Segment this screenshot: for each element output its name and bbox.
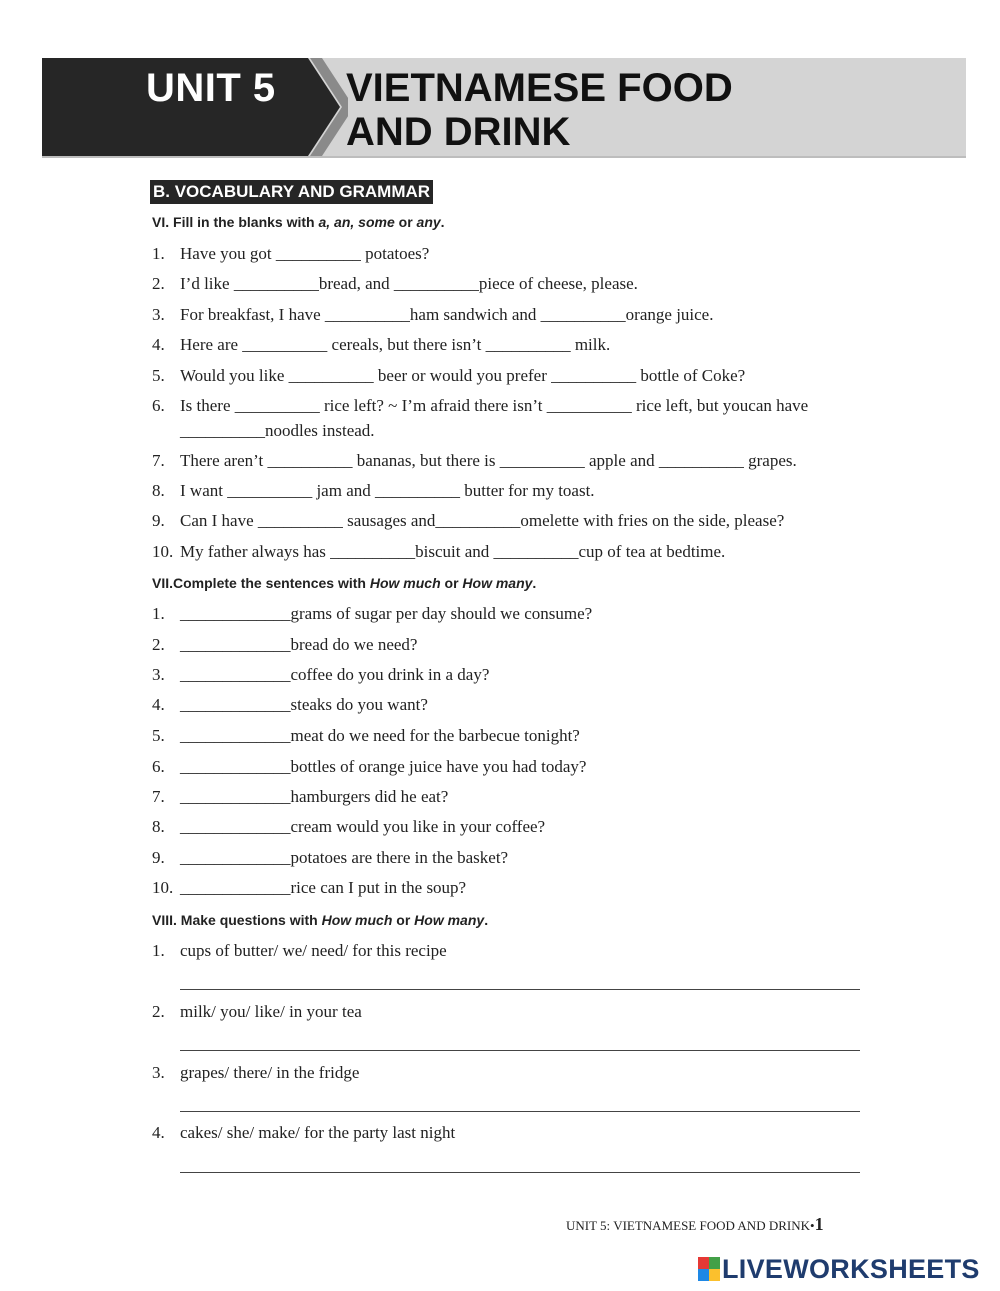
logo-square-red: [698, 1257, 709, 1269]
unit-title: [346, 66, 733, 154]
exercise-8-period: .: [484, 912, 489, 928]
item-number: 8.: [152, 481, 165, 500]
item-number: 2.: [152, 274, 165, 293]
item-number: 7.: [152, 787, 165, 806]
item-number: 1.: [152, 941, 165, 960]
ex6-item[interactable]: [152, 305, 713, 325]
item-number: 1.: [152, 244, 165, 263]
ex7-item[interactable]: [152, 726, 580, 746]
item-text: _____________coffee do you drink in a day?: [180, 665, 490, 684]
item-number: 7.: [152, 451, 165, 470]
exercise-7-instruction: Complete the sentences with: [173, 575, 370, 591]
exercise-6-instruction: Fill in the blanks with: [173, 214, 319, 230]
ex7-item[interactable]: [152, 635, 417, 655]
item-number: 9.: [152, 511, 165, 530]
item-text: Have you got __________ potatoes?: [180, 244, 430, 263]
item-number: 8.: [152, 817, 165, 836]
footer-bullet: •: [810, 1218, 815, 1233]
exercise-7-heading: [152, 575, 536, 591]
exercise-8-number: VIII.: [152, 912, 177, 928]
item-number: 9.: [152, 848, 165, 867]
ex7-item[interactable]: [152, 848, 508, 868]
exercise-6-emph: a, an, some: [318, 214, 395, 230]
item-number: 6.: [152, 757, 165, 776]
ex6-item[interactable]: [152, 396, 808, 416]
unit-label: UNIT 5: [146, 66, 276, 110]
exercise-7-emph: How much: [369, 575, 441, 591]
ex6-item[interactable]: [152, 335, 610, 355]
item-text: _____________rice can I put in the soup?: [180, 878, 467, 897]
answer-line[interactable]: [180, 989, 860, 990]
item-text: cups of butter/ we/ need/ for this recipe: [180, 941, 447, 960]
ex6-item[interactable]: [152, 366, 745, 386]
item-text-continued: __________noodles instead.: [180, 421, 375, 440]
item-number: 4.: [152, 335, 165, 354]
exercise-6-heading: [152, 214, 445, 230]
ex7-item[interactable]: [152, 665, 489, 685]
ex6-item[interactable]: [152, 274, 638, 294]
exercise-7-or: or: [440, 575, 463, 591]
exercise-7-emph2: How many: [462, 575, 533, 591]
item-text: Here are __________ cereals, but there isn’t __________ milk.: [180, 335, 611, 354]
ex6-item[interactable]: [152, 244, 429, 264]
ex7-item[interactable]: [152, 787, 448, 807]
item-number: 1.: [152, 604, 165, 623]
ex6-item[interactable]: [152, 481, 595, 501]
exercise-8-emph: How much: [321, 912, 393, 928]
answer-line[interactable]: [180, 1172, 860, 1173]
item-text: _____________steaks do you want?: [180, 695, 428, 714]
item-text: _____________meat do we need for the barbecue tonight?: [180, 726, 580, 745]
item-text: _____________bottles of orange juice have you had today?: [180, 757, 587, 776]
logo-square-blue: [698, 1269, 709, 1281]
ex8-item: [152, 941, 447, 961]
logo-square-green: [709, 1257, 720, 1269]
ex8-item: [152, 1063, 359, 1083]
liveworksheets-logo[interactable]: [698, 1253, 980, 1284]
ex7-item[interactable]: [152, 878, 466, 898]
logo-square-yellow: [709, 1269, 720, 1281]
unit-banner: [42, 58, 966, 158]
page-footer: [566, 1214, 824, 1235]
item-number: 4.: [152, 695, 165, 714]
ex8-item: [152, 1002, 362, 1022]
item-number: 2.: [152, 635, 165, 654]
answer-line[interactable]: [180, 1111, 860, 1112]
exercise-7-number: VII.: [152, 575, 174, 591]
item-text: _____________bread do we need?: [180, 635, 418, 654]
item-text: My father always has __________biscuit and __________cup of tea at bedtime.: [180, 542, 726, 561]
item-text: Can I have __________ sausages and__________omelette with fries on the side, please?: [180, 511, 785, 530]
ex6-item[interactable]: [152, 451, 797, 471]
exercise-8-instruction: Make questions with: [176, 912, 322, 928]
item-text: milk/ you/ like/ in your tea: [180, 1002, 362, 1021]
item-number: 4.: [152, 1123, 165, 1142]
unit-title-line1: VIETNAMESE FOOD: [346, 66, 733, 110]
item-number: 3.: [152, 665, 165, 684]
exercise-6-period: .: [440, 214, 445, 230]
item-text: For breakfast, I have __________ham sandwich and __________orange juice.: [180, 305, 714, 324]
item-text: cakes/ she/ make/ for the party last night: [180, 1123, 456, 1142]
item-number: 10.: [152, 542, 174, 561]
item-number: 10.: [152, 878, 174, 897]
exercise-8-heading: [152, 912, 488, 928]
item-number: 6.: [152, 396, 165, 415]
item-text: _____________grams of sugar per day should we consume?: [180, 604, 593, 623]
exercise-6-emph2: any: [416, 214, 441, 230]
item-text: Would you like __________ beer or would you prefer __________ bottle of Coke?: [180, 366, 746, 385]
banner-chevron: [268, 58, 348, 156]
item-text: There aren’t __________ bananas, but there is __________ apple and __________ grapes.: [180, 451, 797, 470]
section-heading: B. VOCABULARY AND GRAMMAR: [150, 180, 433, 204]
page-number: 1: [814, 1214, 824, 1234]
item-number: 5.: [152, 726, 165, 745]
unit-title-line2: AND DRINK: [346, 110, 571, 154]
item-text: _____________potatoes are there in the basket?: [180, 848, 509, 867]
liveworksheets-logo-icon: [698, 1257, 720, 1281]
footer-text: UNIT 5: VIETNAMESE FOOD AND DRINK: [566, 1218, 810, 1233]
item-text: Is there __________ rice left? ~ I’m afraid there isn’t __________ rice left, but youcan have: [180, 396, 809, 415]
ex6-item-continued[interactable]: [180, 421, 375, 441]
item-number: 3.: [152, 305, 165, 324]
item-number: 3.: [152, 1063, 165, 1082]
exercise-6-number: VI.: [152, 214, 170, 230]
item-text: _____________hamburgers did he eat?: [180, 787, 449, 806]
exercise-7-period: .: [532, 575, 537, 591]
item-text: I want __________ jam and __________ butter for my toast.: [180, 481, 595, 500]
ex7-item[interactable]: [152, 695, 428, 715]
exercise-8-or: or: [392, 912, 415, 928]
ex7-item[interactable]: [152, 604, 592, 624]
exercise-6-or: or: [394, 214, 417, 230]
item-text: _____________cream would you like in your coffee?: [180, 817, 546, 836]
liveworksheets-logo-text: LIVEWORKSHEETS: [722, 1253, 980, 1284]
item-text: grapes/ there/ in the fridge: [180, 1063, 360, 1082]
ex7-item[interactable]: [152, 757, 586, 777]
ex6-item[interactable]: [152, 542, 725, 562]
item-text: I’d like __________bread, and __________piece of cheese, please.: [180, 274, 638, 293]
item-number: 5.: [152, 366, 165, 385]
ex7-item[interactable]: [152, 817, 545, 837]
ex8-item: [152, 1123, 455, 1143]
exercise-8-emph2: How many: [414, 912, 485, 928]
item-number: 2.: [152, 1002, 165, 1021]
answer-line[interactable]: [180, 1050, 860, 1051]
ex6-item[interactable]: [152, 511, 784, 531]
